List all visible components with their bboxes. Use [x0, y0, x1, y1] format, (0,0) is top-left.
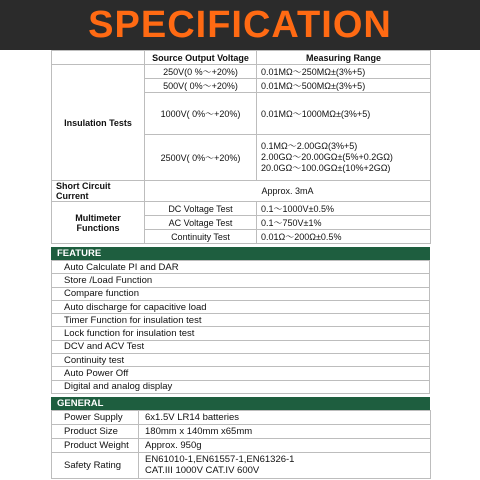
list-item: [52, 274, 430, 287]
header-blank: [52, 51, 145, 65]
table-row: [52, 424, 431, 438]
spec-header-row: [52, 51, 431, 65]
range-cell-multiline: [257, 135, 431, 181]
range-line: 0.1MΩ～2.00GΩ(3%+5): [261, 141, 358, 151]
header-measuring-range: Measuring Range: [257, 51, 431, 65]
list-item: [52, 314, 430, 327]
page-title: SPECIFICATION: [88, 4, 392, 46]
table-row: [52, 181, 431, 202]
general-label: Product Weight: [52, 438, 139, 452]
feature-item: Lock function for insulation test: [52, 327, 430, 340]
range-cell: 0.1～750V±1%: [257, 216, 431, 230]
feature-list: [51, 260, 430, 394]
safety-line: CAT.III 1000V CAT.IV 600V: [145, 465, 260, 477]
list-item: [52, 367, 430, 380]
feature-item: Auto Calculate PI and DAR: [52, 261, 430, 274]
spec-table: [51, 50, 431, 244]
general-table: [51, 410, 431, 479]
range-cell: 0.01MΩ～500MΩ±(3%+5): [257, 79, 431, 93]
list-item: [52, 261, 430, 274]
general-label: Product Size: [52, 424, 139, 438]
range-line: 20.0GΩ～100.0GΩ±(10%+2GΩ): [261, 163, 391, 173]
general-heading: GENERAL: [51, 397, 430, 410]
range-cell: 0.01MΩ～1000MΩ±(3%+5): [257, 93, 431, 135]
test-cell: DC Voltage Test: [145, 202, 257, 216]
table-row: [52, 202, 431, 216]
voltage-cell: 500V( 0%～+20%): [145, 79, 257, 93]
short-circuit-label: Short Circuit Current: [52, 181, 145, 202]
feature-item: Auto discharge for capacitive load: [52, 300, 430, 313]
general-value: Approx. 950g: [139, 438, 431, 452]
range-cell: 0.01Ω～200Ω±0.5%: [257, 230, 431, 244]
header-source-voltage: Source Output Voltage: [145, 51, 257, 65]
insulation-tests-label: Insulation Tests: [52, 65, 145, 181]
list-item: [52, 327, 430, 340]
range-line: 2.00GΩ～20.00GΩ±(5%+0.2GΩ): [261, 152, 393, 162]
feature-item: Auto Power Off: [52, 367, 430, 380]
list-item: [52, 340, 430, 353]
feature-item: Digital and analog display: [52, 380, 430, 393]
list-item: [52, 287, 430, 300]
spec-sheet: [51, 50, 430, 480]
feature-item: Compare function: [52, 287, 430, 300]
feature-item: DCV and ACV Test: [52, 340, 430, 353]
table-row: [52, 438, 431, 452]
table-row: [52, 65, 431, 79]
short-circuit-value: Approx. 3mA: [145, 181, 431, 202]
test-cell: Continuity Test: [145, 230, 257, 244]
general-label: Safety Rating: [52, 452, 139, 478]
safety-line: EN61010-1,EN61557-1,EN61326-1: [145, 454, 295, 466]
feature-item: Continuity test: [52, 354, 430, 367]
feature-item: Timer Function for insulation test: [52, 314, 430, 327]
title-banner: [0, 0, 480, 50]
general-value: 180mm x 140mm x65mm: [139, 424, 431, 438]
list-item: [52, 380, 430, 393]
voltage-cell: 1000V( 0%～+20%): [145, 93, 257, 135]
list-item: [52, 300, 430, 313]
table-row: [52, 452, 431, 478]
multimeter-functions-label: Multimeter Functions: [52, 202, 145, 244]
voltage-cell: 2500V( 0%～+20%): [145, 135, 257, 181]
list-item: [52, 354, 430, 367]
feature-heading: FEATURE: [51, 247, 430, 260]
general-value-multiline: [139, 452, 431, 478]
feature-item: Store /Load Function: [52, 274, 430, 287]
voltage-cell: 250V(0 %～+20%): [145, 65, 257, 79]
general-value: 6x1.5V LR14 batteries: [139, 410, 431, 424]
test-cell: AC Voltage Test: [145, 216, 257, 230]
range-cell: 0.1～1000V±0.5%: [257, 202, 431, 216]
range-cell: 0.01MΩ～250MΩ±(3%+5): [257, 65, 431, 79]
general-label: Power Supply: [52, 410, 139, 424]
table-row: [52, 410, 431, 424]
